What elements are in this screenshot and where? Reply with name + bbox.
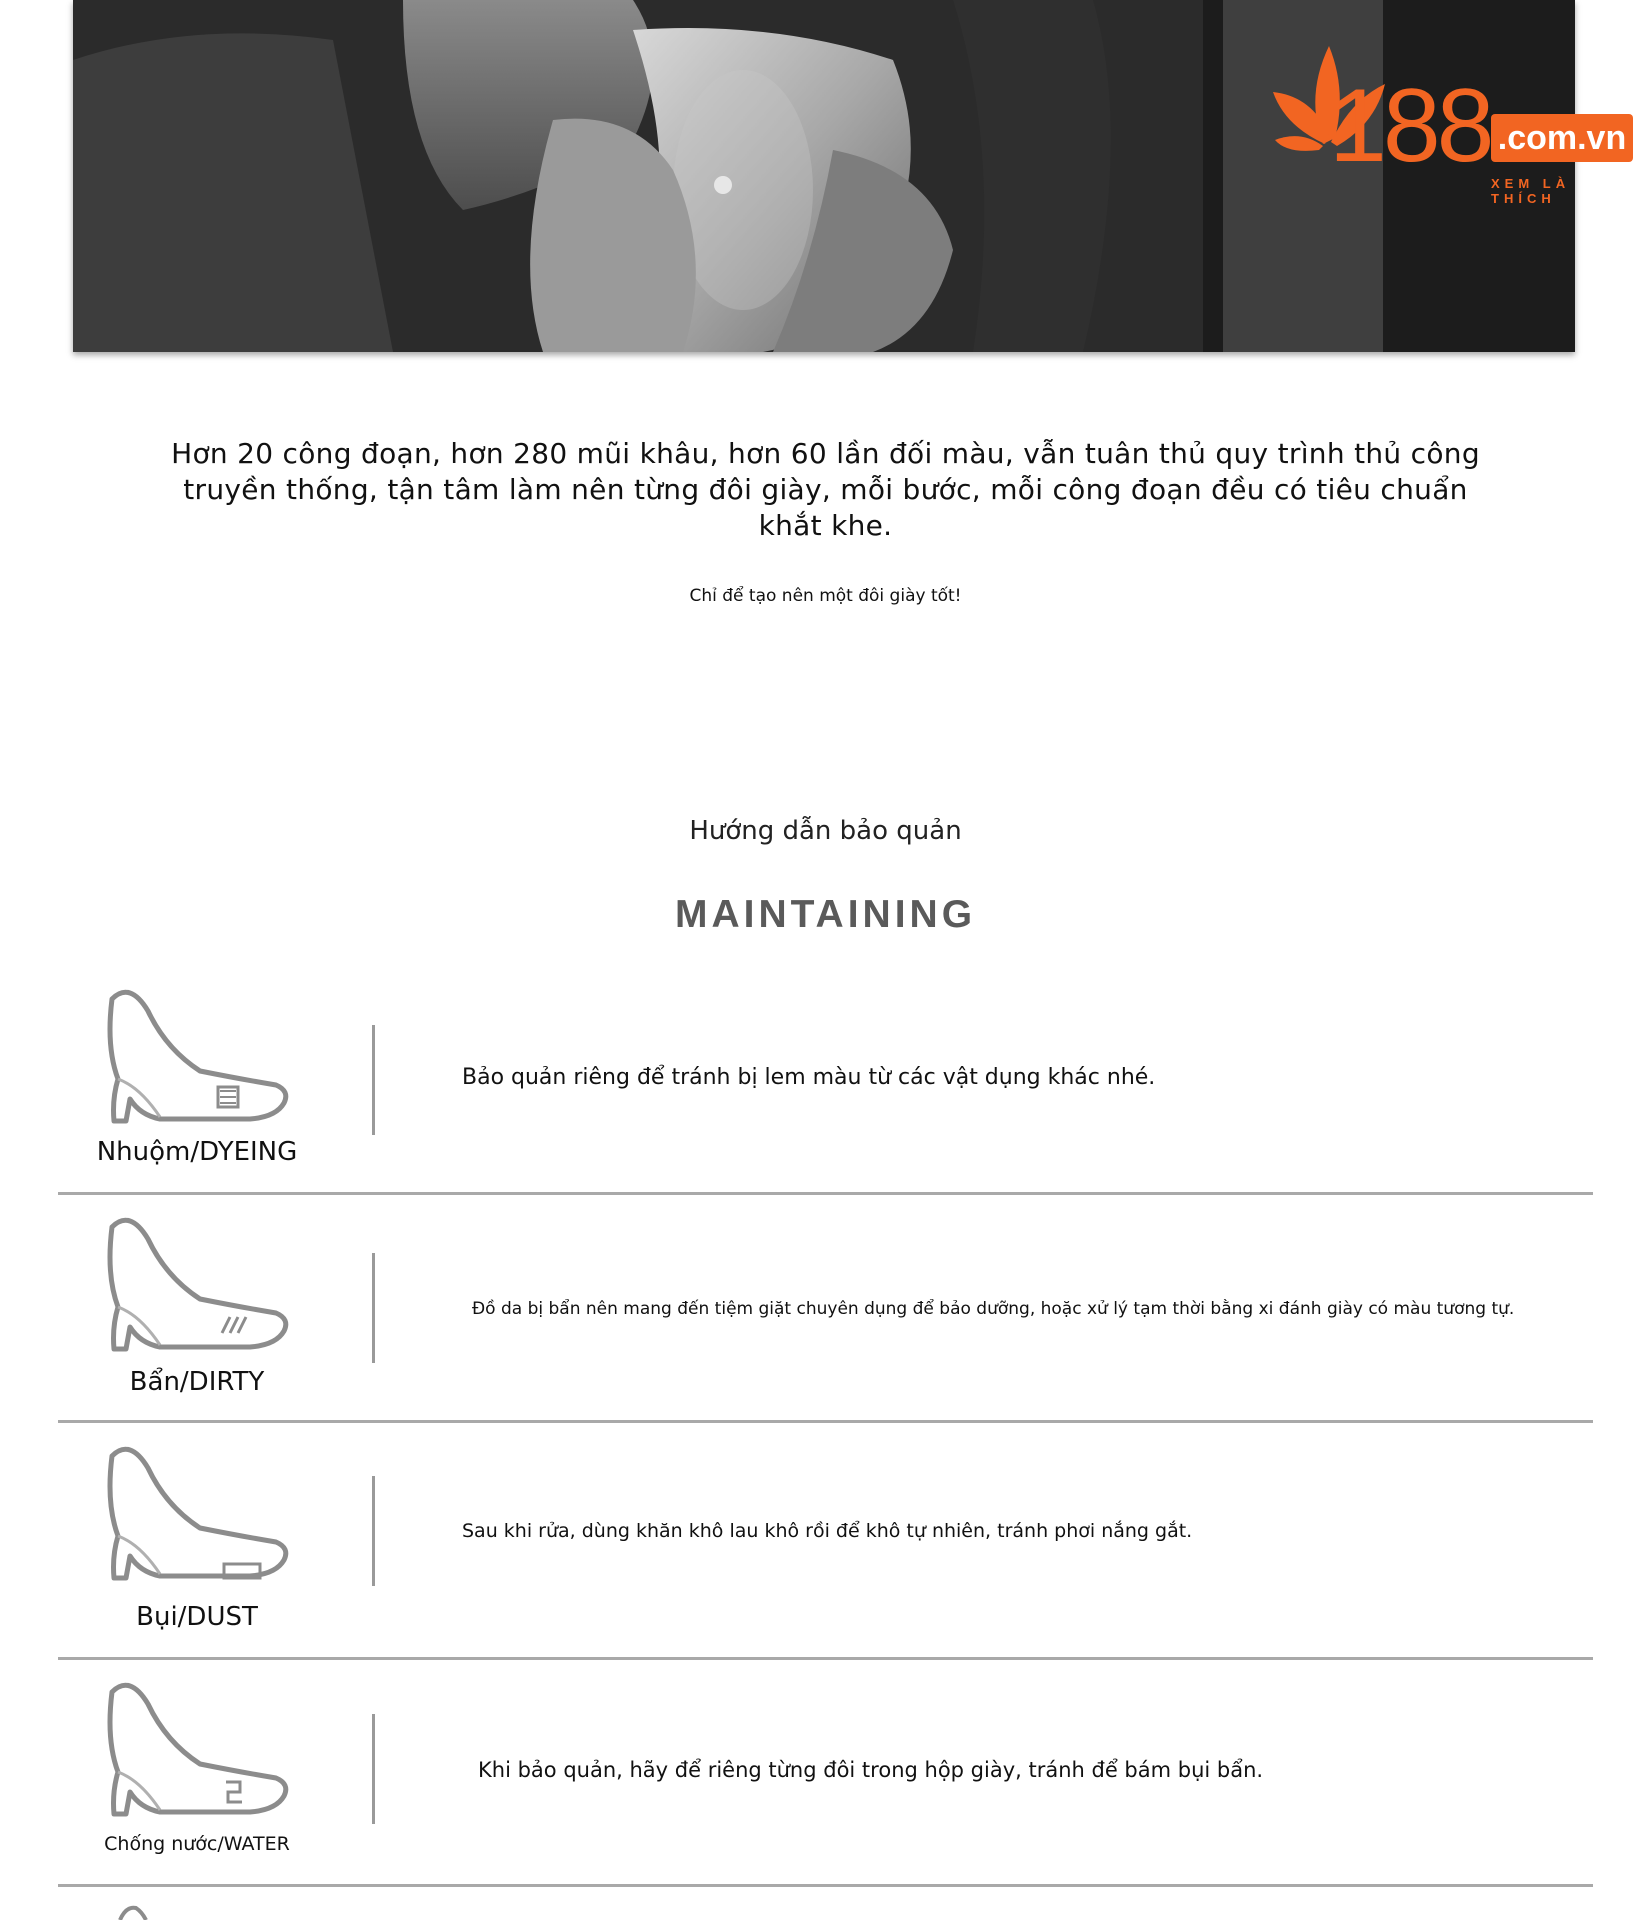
brand-logo[interactable] xyxy=(1265,26,1635,206)
logo-domain: .com.vn xyxy=(1491,114,1633,162)
logo-number: 188 xyxy=(1329,68,1491,184)
shoe-water-icon xyxy=(100,1680,290,1820)
care-item-label: Chống nước/WATER xyxy=(104,1833,290,1855)
shoe-dirty-icon xyxy=(100,1215,290,1355)
care-title: Hướng dẫn bảo quản xyxy=(689,816,962,846)
divider xyxy=(372,1025,375,1135)
care-item-description: Bảo quản riêng để tránh bị lem màu từ các vật dụng khác nhé. xyxy=(462,1065,1156,1090)
intro-subline: Chỉ để tạo nên một đôi giày tốt! xyxy=(689,586,962,606)
care-item-description: Đồ da bị bẩn nên mang đến tiệm giặt chuyên dụng để bảo dưỡng, hoặc xử lý tạm thời bằng xi đánh giày có màu tương tự. xyxy=(472,1299,1515,1319)
care-item-label: Bẩn/DIRTY xyxy=(129,1367,265,1397)
care-item-label: Nhuộm/DYEING xyxy=(96,1137,298,1167)
care-item-dirty xyxy=(0,1213,1651,1413)
intro-headline: Hơn 20 công đoạn, hơn 280 mũi khâu, hơn 60 lần đối màu, vẫn tuân thủ quy trình thủ công truyền thống, tận tâm làm nên từng đôi giày, mỗi bước, mỗi công đoạn đều có tiêu chuẩn khắt khe. xyxy=(171,437,1480,542)
shoe-dyeing-icon xyxy=(100,987,290,1127)
care-item-label: Bụi/DUST xyxy=(136,1602,258,1632)
care-item-description: Khi bảo quản, hãy để riêng từng đôi trong hộp giày, tránh để bám bụi bẩn. xyxy=(478,1758,1264,1782)
divider xyxy=(372,1714,375,1824)
row-divider xyxy=(58,1657,1593,1660)
care-item-dyeing xyxy=(0,985,1651,1185)
shoe-partial-icon xyxy=(100,1904,290,1920)
shoe-dust-icon xyxy=(100,1444,290,1584)
care-item-dust xyxy=(0,1442,1651,1642)
care-item-water xyxy=(0,1678,1651,1888)
divider xyxy=(372,1253,375,1363)
row-divider xyxy=(58,1192,1593,1195)
row-divider xyxy=(58,1884,1593,1887)
logo-slogan: XEM LÀ THÍCH xyxy=(1491,176,1571,206)
care-item-description: Sau khi rửa, dùng khăn khô lau khô rồi để khô tự nhiên, tránh phơi nắng gắt. xyxy=(462,1520,1193,1542)
divider xyxy=(372,1476,375,1586)
row-divider xyxy=(58,1420,1593,1423)
care-title-en: MAINTAINING xyxy=(674,893,977,936)
